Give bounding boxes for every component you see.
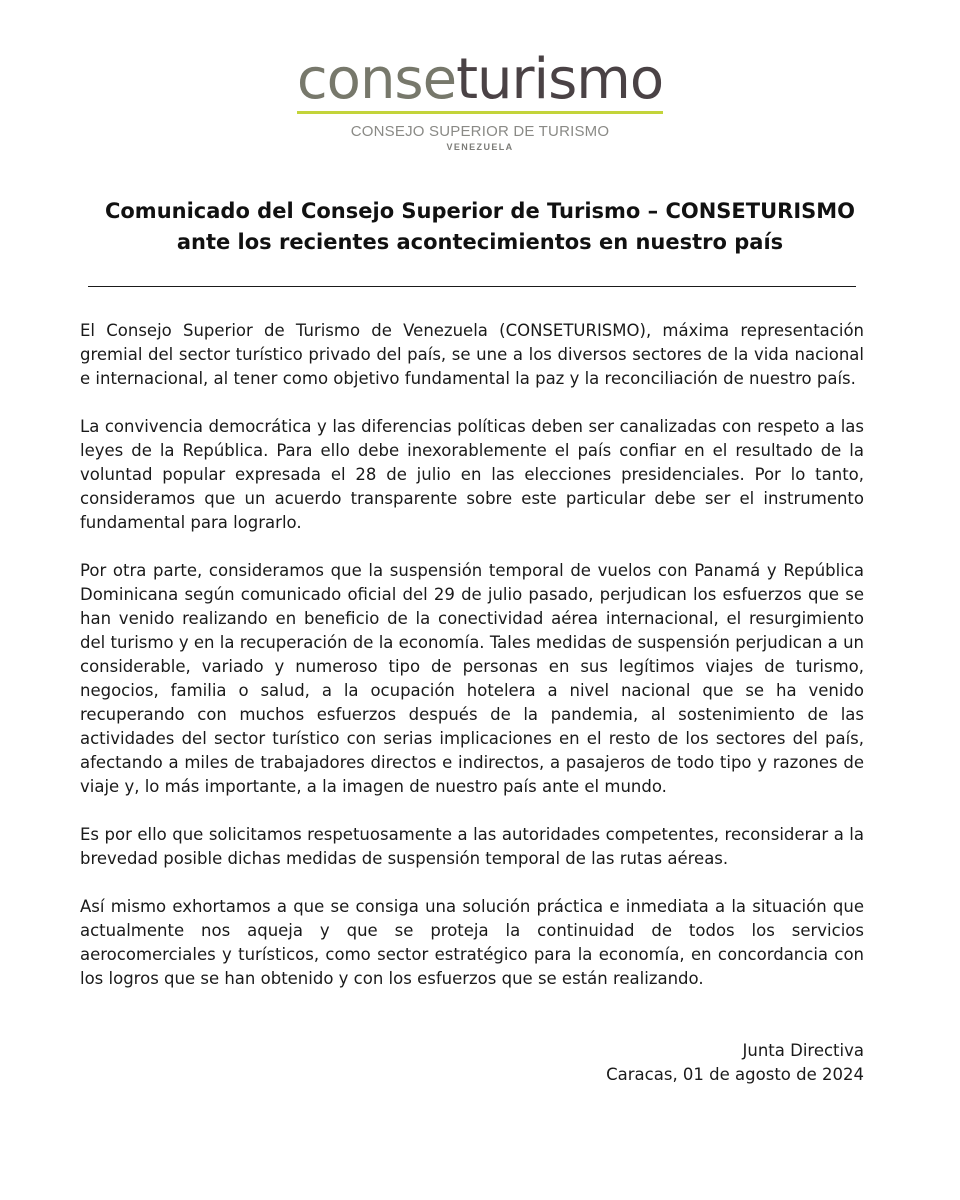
logo-wordmark bbox=[296, 47, 664, 114]
conseturismo-logo bbox=[0, 47, 960, 152]
paragraph-request: Es por ello que solicitamos respetuosamente a las autoridades competentes, reconsiderar a la brevedad posible dichas medidas de suspensión temporal de las rutas aéreas. bbox=[80, 825, 864, 868]
signature-board: Junta Directiva bbox=[742, 1041, 864, 1060]
logo-wordmark-turismo: turismo bbox=[456, 47, 664, 112]
signature-place-date: Caracas, 01 de agosto de 2024 bbox=[606, 1065, 864, 1084]
logo-country: VENEZUELA bbox=[446, 142, 514, 152]
logo-subtitle: CONSEJO SUPERIOR DE TURISMO bbox=[350, 123, 610, 140]
document-title-line-1: Comunicado del Consejo Superior de Turismo – CONSETURISMO bbox=[104, 199, 856, 223]
paragraph-democracy: La convivencia democrática y las diferencias políticas deben ser canalizadas con respeto a las leyes de la República. Para ello debe inexorablemente el país confiar en el resultado de la voluntad popular expresada el 28 de julio en las elecciones presidenciales. Por lo tanto, consideramos que un acuerdo transparente sobre este particular debe ser el instrumento fundamental para lograrlo. bbox=[80, 417, 864, 532]
paragraph-exhortation: Así mismo exhortamos a que se consiga una solución práctica e inmediata a la situación que actualmente nos aqueja y que se proteja la continuidad de todos los servicios aerocomerciales y turísticos, como sector estratégico para la economía, en concordancia con los logros que se han obtenido y con los esfuerzos que se están realizando. bbox=[80, 897, 864, 988]
paragraph-flight-suspension: Por otra parte, consideramos que la suspensión temporal de vuelos con Panamá y República Dominicana según comunicado oficial del 29 de julio pasado, perjudican los esfuerzos que se han venido realizando en beneficio de la conectividad aérea internacional, el resurgimiento del turismo y en la recuperación de la economía. Tales medidas de suspensión perjudican a un considerable, variado y numeroso tipo de personas en sus legítimos viajes de turismo, negocios, familia o salud, a la ocupación hotelera a nivel nacional que se ha venido recuperando con muchos esfuerzos después de la pandemia, al sostenimiento de las actividades del sector turístico con serias implicaciones en el resto de los sectores del país, afectando a miles de trabajadores directos e indirectos, a pasajeros de todo tipo y razones de viaje y, lo más importante, a la imagen de nuestro país ante el mundo. bbox=[80, 561, 864, 796]
logo-wordmark-conse: conse bbox=[296, 47, 457, 112]
title-divider bbox=[88, 286, 856, 287]
document-title-line-2: ante los recientes acontecimientos en nuestro país bbox=[176, 230, 784, 254]
document-body bbox=[80, 319, 864, 1015]
signature-block bbox=[606, 1039, 864, 1087]
document-title bbox=[60, 196, 900, 258]
paragraph-intro: El Consejo Superior de Turismo de Venezuela (CONSETURISMO), máxima representación gremial del sector turístico privado del país, se une a los diversos sectores de la vida nacional e internacional, al tener como objetivo fundamental la paz y la reconciliación de nuestro país. bbox=[80, 321, 864, 388]
